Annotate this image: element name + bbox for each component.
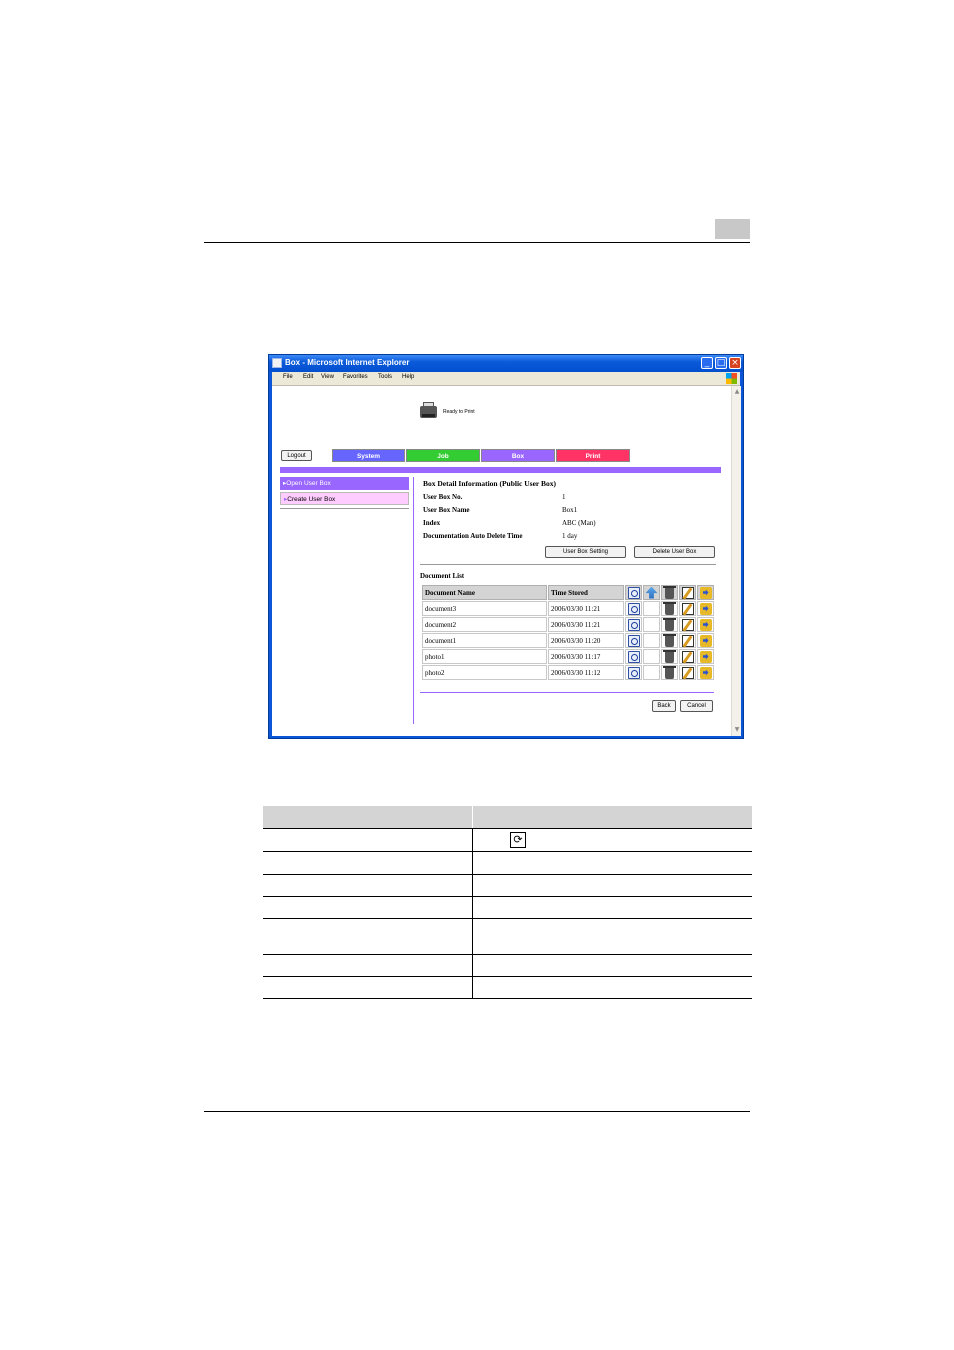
row-cell bbox=[625, 649, 642, 664]
row-cell bbox=[661, 665, 678, 680]
document-name: photo2 bbox=[422, 665, 547, 680]
row-cell bbox=[697, 633, 714, 648]
row-cell bbox=[679, 633, 696, 648]
row-cell-empty bbox=[643, 601, 660, 616]
row-cell bbox=[661, 649, 678, 664]
column-divider bbox=[472, 852, 473, 874]
row-cell bbox=[697, 617, 714, 632]
footer-rule bbox=[204, 1111, 750, 1112]
document-name: photo1 bbox=[422, 649, 547, 664]
detail-divider bbox=[420, 564, 716, 565]
row-cell bbox=[679, 601, 696, 616]
row-cell bbox=[679, 617, 696, 632]
menu-file[interactable]: File bbox=[283, 374, 293, 380]
minimize-icon[interactable]: _ bbox=[701, 357, 713, 369]
column-divider bbox=[472, 919, 473, 954]
move-icon[interactable] bbox=[700, 635, 712, 647]
move-icon[interactable] bbox=[700, 651, 712, 663]
row-cell-empty bbox=[643, 633, 660, 648]
header-cell bbox=[697, 585, 714, 600]
triangle-right-icon: ▸ bbox=[284, 496, 288, 503]
page-viewport bbox=[272, 386, 731, 736]
menu-view[interactable]: View bbox=[321, 374, 334, 380]
triangle-right-icon: ▸ bbox=[283, 480, 287, 487]
reference-row bbox=[263, 977, 752, 999]
row-cell-empty bbox=[643, 617, 660, 632]
sidebar-item-label: Create User Box bbox=[287, 496, 336, 503]
view-icon[interactable] bbox=[628, 635, 640, 647]
field-value-box-no: 1 bbox=[562, 493, 566, 501]
time-stored: 2006/03/30 11:21 bbox=[548, 617, 624, 632]
header-cell bbox=[679, 585, 696, 600]
header-cell bbox=[643, 585, 660, 600]
move-icon[interactable] bbox=[700, 603, 712, 615]
section-bar bbox=[280, 467, 721, 473]
column-divider bbox=[472, 806, 473, 828]
document-name: document2 bbox=[422, 617, 547, 632]
row-cell bbox=[625, 601, 642, 616]
tab-job[interactable]: Job bbox=[406, 449, 480, 462]
row-cell bbox=[661, 617, 678, 632]
device-status: Ready to Print bbox=[443, 409, 475, 415]
trash-icon bbox=[665, 587, 674, 599]
menu-bar bbox=[272, 372, 740, 386]
reference-row bbox=[263, 829, 752, 852]
row-cell bbox=[661, 601, 678, 616]
trash-icon[interactable] bbox=[665, 651, 674, 663]
column-divider bbox=[472, 955, 473, 976]
view-icon[interactable] bbox=[628, 619, 640, 631]
document-name: document3 bbox=[422, 601, 547, 616]
row-cell bbox=[625, 633, 642, 648]
field-label-auto-delete: Documentation Auto Delete Time bbox=[423, 532, 523, 540]
list-divider bbox=[420, 692, 714, 693]
field-value-box-name: Box1 bbox=[562, 506, 578, 514]
menu-tools[interactable]: Tools bbox=[378, 374, 393, 380]
column-divider bbox=[472, 897, 473, 918]
time-stored: 2006/03/30 11:12 bbox=[548, 665, 624, 680]
field-value-auto-delete: 1 day bbox=[562, 532, 578, 540]
table-row bbox=[422, 649, 714, 664]
header-rule bbox=[204, 242, 750, 243]
scroll-up-icon[interactable]: ▲ bbox=[734, 388, 740, 395]
content-divider bbox=[413, 477, 414, 724]
edit-icon[interactable] bbox=[682, 635, 694, 647]
table-row bbox=[422, 633, 714, 648]
row-cell bbox=[625, 617, 642, 632]
edit-icon[interactable] bbox=[682, 603, 694, 615]
column-divider bbox=[472, 977, 473, 998]
row-cell bbox=[679, 665, 696, 680]
move-icon bbox=[700, 587, 712, 599]
trash-icon[interactable] bbox=[665, 603, 674, 615]
table-row bbox=[422, 617, 714, 632]
field-label-box-name: User Box Name bbox=[423, 506, 470, 514]
scroll-down-icon[interactable]: ▼ bbox=[734, 726, 740, 733]
document-list-title: Document List bbox=[420, 572, 465, 580]
reference-row bbox=[263, 897, 752, 919]
download-icon bbox=[646, 587, 658, 599]
vertical-scrollbar[interactable] bbox=[731, 386, 741, 736]
table-header-row bbox=[422, 585, 714, 600]
table-row bbox=[422, 601, 714, 616]
reference-row bbox=[263, 919, 752, 955]
edit-icon[interactable] bbox=[682, 619, 694, 631]
printer-icon bbox=[420, 406, 437, 418]
view-icon bbox=[628, 587, 640, 599]
maximize-icon[interactable]: □ bbox=[716, 358, 726, 368]
field-label-box-no: User Box No. bbox=[423, 493, 463, 501]
column-header-name: Document Name bbox=[422, 585, 547, 600]
logout-button[interactable]: Logout bbox=[281, 450, 312, 461]
sidebar-item-create-user-box[interactable] bbox=[280, 492, 409, 505]
reference-row bbox=[263, 852, 752, 875]
row-cell-empty bbox=[643, 665, 660, 680]
menu-favorites[interactable]: Favorites bbox=[343, 374, 368, 380]
field-label-index: Index bbox=[423, 519, 441, 527]
reference-header-row bbox=[263, 806, 752, 829]
trash-icon[interactable] bbox=[665, 619, 674, 631]
time-stored: 2006/03/30 11:20 bbox=[548, 633, 624, 648]
sidebar-divider bbox=[280, 508, 409, 509]
row-cell bbox=[697, 649, 714, 664]
view-icon[interactable] bbox=[628, 667, 640, 679]
header-cell bbox=[661, 585, 678, 600]
chapter-tab bbox=[715, 219, 750, 239]
reference-row bbox=[263, 875, 752, 897]
ie-page-icon bbox=[272, 358, 282, 368]
menu-help[interactable]: Help bbox=[402, 374, 415, 380]
document-table bbox=[421, 584, 715, 681]
move-icon[interactable] bbox=[700, 619, 712, 631]
window-title: Box - Microsoft Internet Explorer bbox=[285, 358, 410, 367]
trash-icon[interactable] bbox=[665, 635, 674, 647]
document-name: document1 bbox=[422, 633, 547, 648]
time-stored: 2006/03/30 11:21 bbox=[548, 601, 624, 616]
tab-print[interactable]: Print bbox=[556, 449, 630, 462]
row-cell bbox=[697, 601, 714, 616]
delete-user-box-button[interactable]: Delete User Box bbox=[634, 546, 715, 558]
row-cell-empty bbox=[643, 649, 660, 664]
header-cell bbox=[625, 585, 642, 600]
sidebar-item-label: Open User Box bbox=[286, 480, 331, 487]
table-row bbox=[422, 665, 714, 680]
move-icon[interactable] bbox=[700, 667, 712, 679]
title-bar bbox=[269, 355, 743, 372]
detail-title: Box Detail Information (Public User Box) bbox=[423, 479, 556, 488]
menu-edit[interactable]: Edit bbox=[303, 374, 314, 380]
time-stored: 2006/03/30 11:17 bbox=[548, 649, 624, 664]
row-cell bbox=[697, 665, 714, 680]
tab-system[interactable]: System bbox=[332, 449, 405, 462]
edit-icon bbox=[682, 587, 694, 599]
user-box-setting-button[interactable]: User Box Setting bbox=[545, 546, 626, 558]
close-icon[interactable]: × bbox=[729, 357, 741, 369]
rotate-icon: ⟳ bbox=[510, 832, 526, 848]
edit-icon[interactable] bbox=[682, 651, 694, 663]
cancel-button[interactable]: Cancel bbox=[680, 700, 713, 712]
column-header-time: Time Stored bbox=[548, 585, 624, 600]
browser-window bbox=[268, 354, 744, 739]
row-cell bbox=[679, 649, 696, 664]
view-icon[interactable] bbox=[628, 603, 640, 615]
column-divider bbox=[472, 829, 473, 851]
edit-icon[interactable] bbox=[682, 667, 694, 679]
back-button[interactable]: Back bbox=[652, 700, 676, 712]
sidebar-item-open-user-box[interactable] bbox=[280, 477, 409, 490]
field-value-index: ABC (Man) bbox=[562, 519, 596, 527]
windows-logo-icon bbox=[726, 373, 737, 384]
row-cell bbox=[625, 665, 642, 680]
trash-icon[interactable] bbox=[665, 667, 674, 679]
tab-box[interactable]: Box bbox=[481, 449, 555, 462]
view-icon[interactable] bbox=[628, 651, 640, 663]
column-divider bbox=[472, 875, 473, 896]
reference-row bbox=[263, 955, 752, 977]
row-cell bbox=[661, 633, 678, 648]
